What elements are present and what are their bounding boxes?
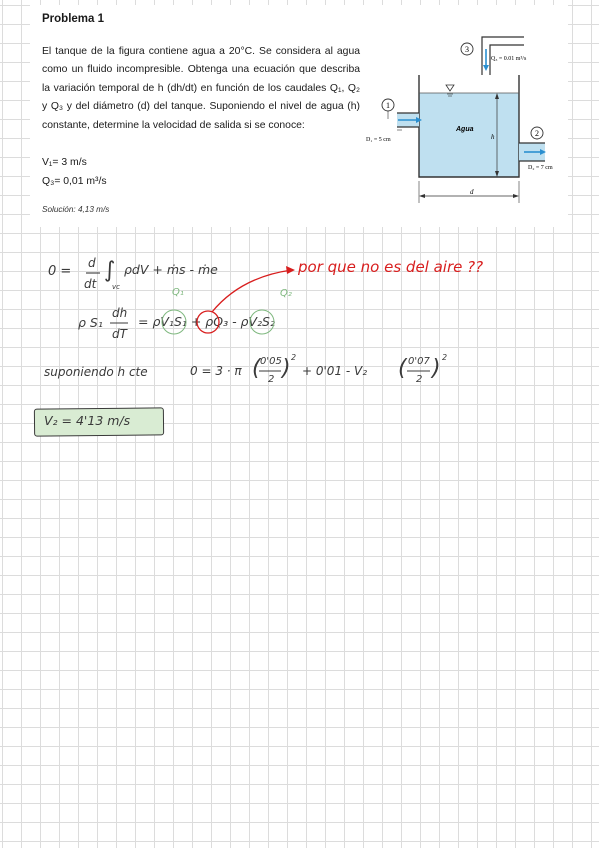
eq1-sub: vc <box>112 283 120 291</box>
eq1-frac-num: d <box>88 256 96 270</box>
eq3-sq2: 2 <box>442 353 448 362</box>
green-circle-q2 <box>250 310 274 334</box>
eq2-frac-num: dh <box>112 306 128 320</box>
solution-text: Solución: 4,13 m/s <box>42 205 110 214</box>
d2-label: D₂ = 7 cm <box>528 165 553 171</box>
eq1-integral-sign: ∫ <box>104 258 116 283</box>
eq3-paren-open-1: ( <box>252 356 261 381</box>
eq3-frac2-num: 0'07 <box>408 356 430 367</box>
eq3-paren-open-2: ( <box>398 356 407 381</box>
assume-text: suponiendo h cte <box>44 365 148 379</box>
h-label: h <box>491 133 495 141</box>
eq3-paren-close-1: ) <box>282 356 291 381</box>
eq1-frac-den: dt <box>84 277 97 291</box>
eq3-a: 0 = 3 · π <box>190 364 242 378</box>
problem-statement: El tanque de la figura contiene agua a 20°C. Se considera al agua como un fluido incompresible. Obtenga una ecuación que describa la variación temporal de h (dh/dt) en función de los caudales Q₁, Q₂ y Q₃ y del diámetro (d) del tanque. Suponiendo el nivel de agua (h) constante, determine la velocidad de salida si se conoce: <box>42 46 360 131</box>
svg-text:1: 1 <box>386 101 390 110</box>
problem-title: Problema 1 <box>42 13 104 25</box>
q1-note: Q₁ <box>172 287 184 298</box>
d-label: d <box>470 188 474 196</box>
given-q3: Q₃= 0,01 m³/s <box>42 176 107 187</box>
water-label: Agua <box>456 126 474 133</box>
eq3-frac2-den: 2 <box>416 374 423 385</box>
eq3-frac1-num: 0'05 <box>260 356 282 367</box>
question-note: por que no es del aire ?? <box>298 258 484 276</box>
q2-note: Q₂ <box>280 288 292 299</box>
q3-label: Q₃ = 0.01 m³/s <box>491 56 527 62</box>
red-circle-rho <box>197 311 219 333</box>
svg-text:2: 2 <box>535 129 539 138</box>
d1-label: D₁ = 5 cm <box>366 137 391 143</box>
eq3-b: + 0'01 - V₂ <box>302 364 368 378</box>
eq3-sq1: 2 <box>291 353 297 362</box>
eq1-lhs: 0 = <box>48 264 72 279</box>
eq1-rhs: ρdV + ṁs - ṁe <box>124 262 218 277</box>
eq3-paren-close-2: ) <box>432 356 441 381</box>
eq2-rhs: = ρV₁S₁ + ρQ₃ - ρV₂S₂ <box>138 314 275 329</box>
eq3-frac1-den: 2 <box>268 374 275 385</box>
svg-text:3: 3 <box>465 45 469 54</box>
result-text: V₂ = 4'13 m/s <box>44 413 131 428</box>
red-arrow <box>212 270 292 312</box>
eq2-lhs: ρ S₁ <box>78 315 103 330</box>
green-circle-q1 <box>162 310 186 334</box>
eq2-frac-den: dT <box>112 327 127 341</box>
given-v1: V₁= 3 m/s <box>42 157 87 168</box>
